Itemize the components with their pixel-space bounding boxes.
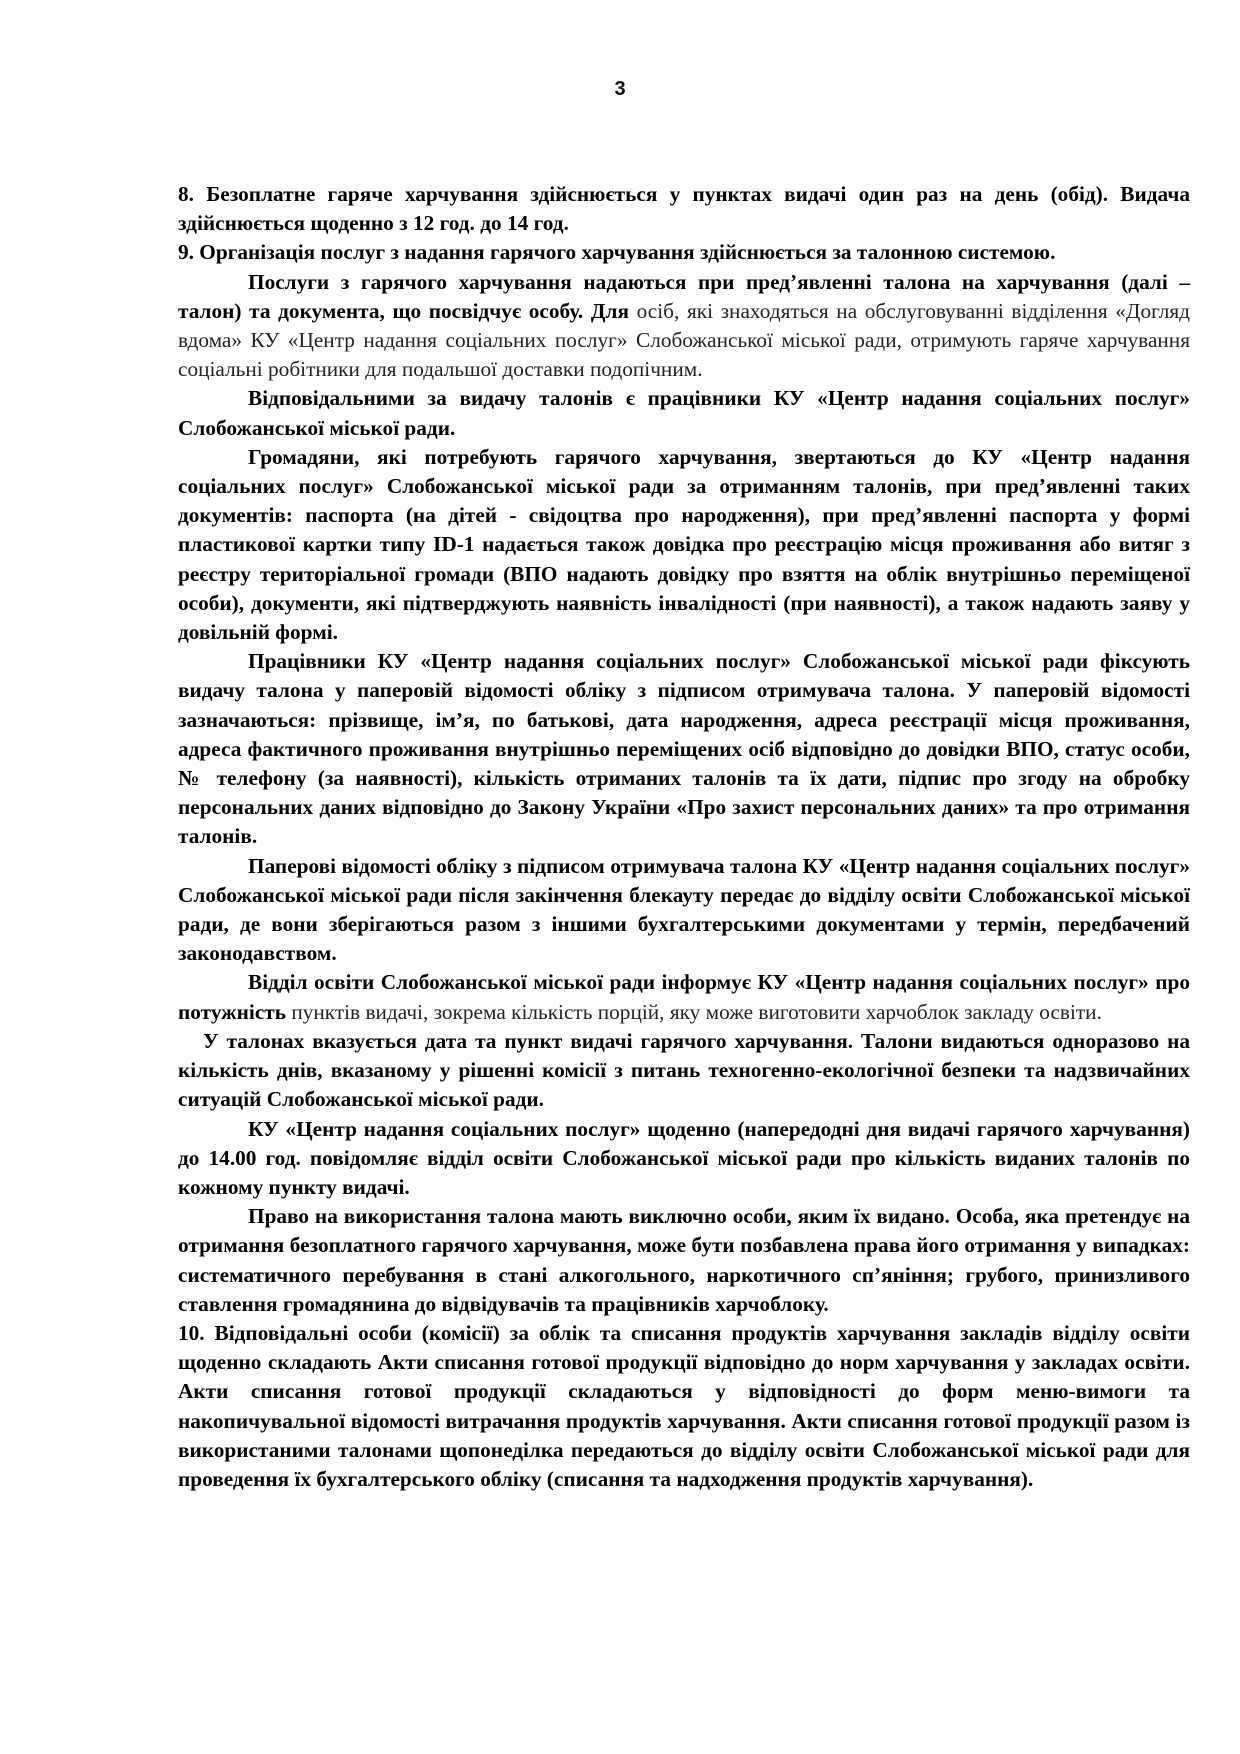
text-run: Працівники КУ «Центр надання соціальних послуг» Слобожанської міської ради фіксують видачу талона у паперовій відомості обліку з підписом отримувача талона. У паперовій відомості зазначаються: прізвище, ім’я, по батькові, дата народження, адреса реєстрації місця проживання, адреса фактичного проживання внутрішньо переміщених осіб відповідно до довідки ВПО, статус особи, № телефону (за наявності), кількість отриманих талонів та їх дати, підпис про згоду на обробку персональних даних відповідно до Закону України «Про захист персональних даних» та про отримання талонів. <box>178 649 1190 849</box>
paragraph-citizens-apply <box>178 443 1190 647</box>
document-body <box>178 180 1190 1494</box>
text-run: Послуги з гарячого харчування надаються при пред’явленні талона на харчування (далі – талон) та документа, що посвідчує особу. Для <box>178 269 1190 323</box>
text-run: 8. Безоплатне гаряче харчування здійснюється у пунктах видачі один раз на день (обід). Видача здійснюється щоденно з 12 год. до 14 год. <box>178 182 1190 236</box>
text-run: Право на використання талона мають виключно особи, яким їх видано. Особа, яка претендує на отримання безоплатного гарячого харчування, може бути позбавлена права його отримання у випадках: систематичного перебування в стані алкогольного, наркотичного сп’яніння; грубого, принизливого ставлення громадянина до відвідувачів та працівників харчоблоку. <box>178 1204 1190 1316</box>
text-run: Відповідальними за видачу талонів є працівники КУ «Центр надання соціальних послуг» Слобожанської міської ради. <box>178 386 1190 440</box>
paragraph-item-9 <box>178 238 1190 267</box>
text-run: пунктів видачі, зокрема кількість порцій, яку може виготовити харчоблок закладу освіти. <box>291 999 1102 1024</box>
paragraph-talon-services <box>178 268 1190 385</box>
paragraph-item-10 <box>178 1319 1190 1494</box>
paragraph-usage-rights <box>178 1202 1190 1319</box>
text-run: У талонах вказується дата та пункт видачі гарячого харчування. Талони видаються одноразово на кількість днів, вказаному у рішенні комісії з питань техногенно-екологічної безпеки та надзвичайних ситуацій Слобожанської міської ради. <box>178 1028 1190 1112</box>
paragraph-workers-record <box>178 647 1190 851</box>
paragraph-education-dept-informs <box>178 968 1190 1026</box>
paragraph-daily-report <box>178 1115 1190 1203</box>
paragraph-talon-contents <box>178 1027 1190 1115</box>
paragraph-paper-records <box>178 852 1190 969</box>
text-run: 9. Організація послуг з надання гарячого харчування здійснюється за талонною системою. <box>178 240 1056 265</box>
text-run: Паперові відомості обліку з підписом отримувача талона КУ «Центр надання соціальних послуг» Слобожанської міської ради після закінчення блекауту передає до відділу освіти Слобожанської міської ради, де вони зберігаються разом з іншими бухгалтерськими документами у термін, передбачений законодавством. <box>178 853 1190 966</box>
text-run: Громадяни, які потребують гарячого харчування, звертаються до КУ «Центр надання соціальних послуг» Слобожанської міської ради за отриманням талонів, при пред’явленні таких документів: паспорта (на дітей - свідоцтва про народження), при пред’явленні паспорта у формі пластикової картки типу ID-1 надається також довідка про реєстрацію місця проживання або витяг з реєстру територіальної громади (ВПО надають довідку про взяття на облік внутрішньо переміщеної особи), документи, які підтверджують наявність інвалідності (при наявності), а також надають заяву у довільній формі. <box>178 444 1190 645</box>
text-run: Відділ освіти Слобожанської міської ради інформує КУ «Центр надання соціальних послуг» про потужність <box>178 970 1190 1024</box>
paragraph-item-8 <box>178 180 1190 238</box>
paragraph-responsible-issuers <box>178 384 1190 442</box>
text-run: 10. Відповідальні особи (комісії) за облік та списання продуктів харчування закладів відділу освіти щоденно складають Акти списання готової продукції відповідно до норм харчування у закладах освіти. Акти списання готової продукції складаються у відповідності до форм меню-вимоги та накопичувальної відомості витрачання продуктів харчування. Акти списання готової продукції разом із використаними талонами щопонеділка передаються до відділу освіти Слобожанської міської ради для проведення їх бухгалтерського обліку (списання та надходження продуктів харчування). <box>178 1320 1190 1491</box>
page-number: 3 <box>614 78 626 100</box>
text-run: осіб, які знаходяться на обслуговуванні відділення «Догляд вдома» КУ «Центр надання соціальних послуг» Слобожанської міської ради, отримують гаряче харчування соціальні робітники для подальшої доставки подопічним. <box>178 298 1191 382</box>
text-run: КУ «Центр надання соціальних послуг» щоденно (напередодні дня видачі гарячого харчування) до 14.00 год. повідомляє відділ освіти Слобожанської міської ради про кількість виданих талонів по кожному пункту видачі. <box>178 1116 1190 1199</box>
